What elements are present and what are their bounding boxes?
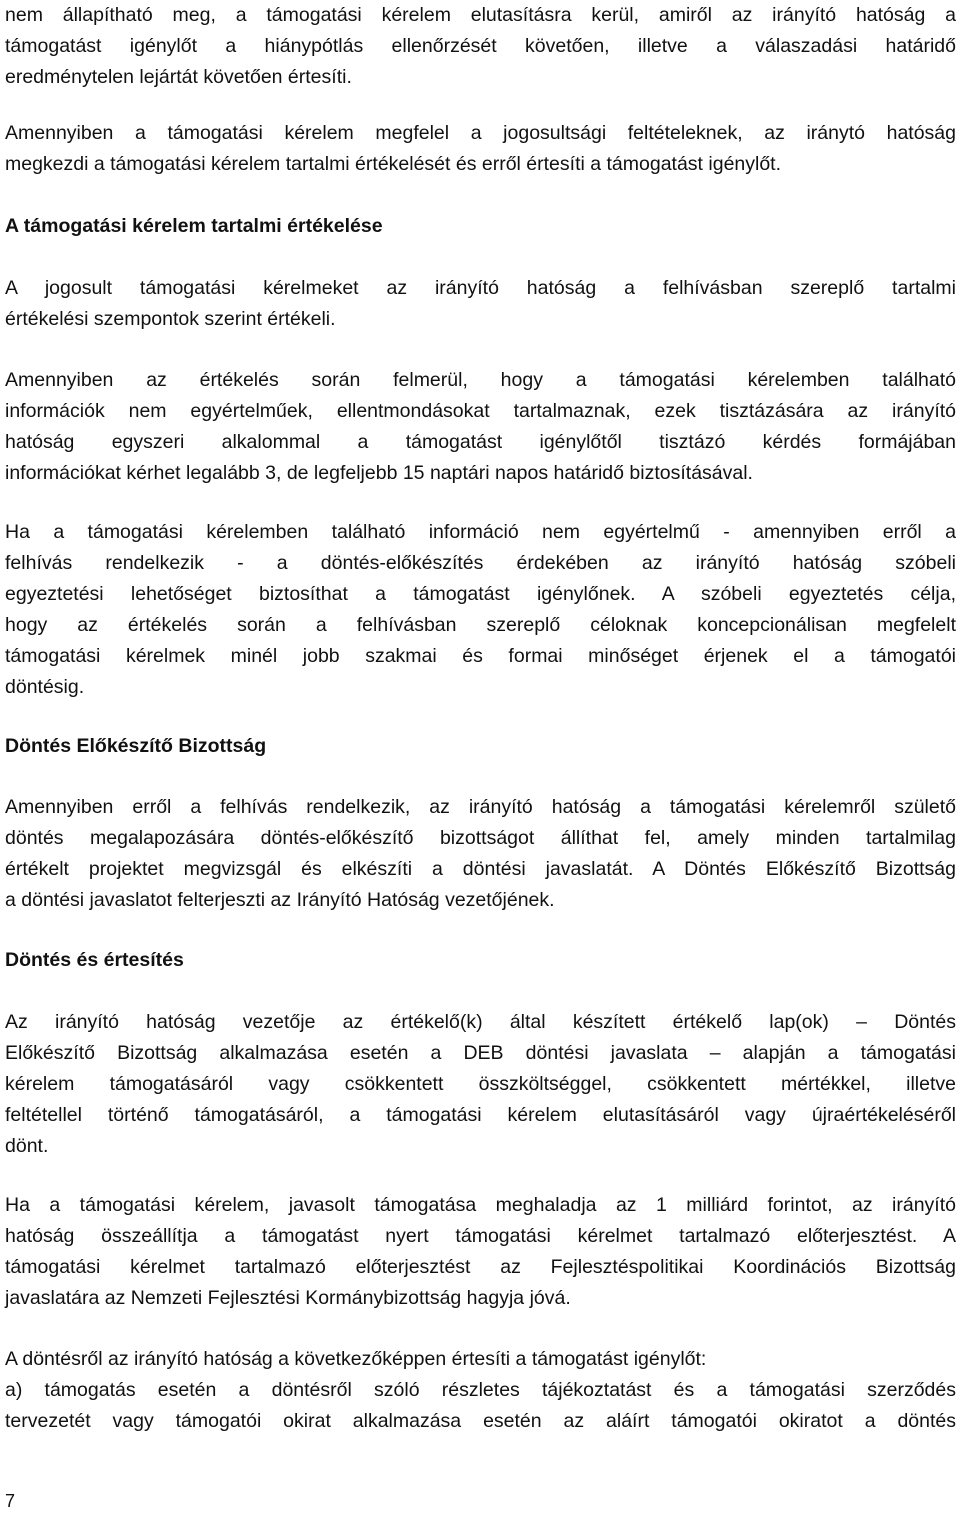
- text-line: Ha a támogatási kérelem, javasolt támogatása meghaladja az 1 milliárd forintot, az irányító: [5, 1194, 956, 1216]
- text-line: nem állapítható meg, a támogatási kérelem elutasításra kerül, amiről az irányító hatóság a: [5, 4, 956, 26]
- text-line: eredménytelen lejártát követően értesíti.: [5, 66, 352, 88]
- text-line: feltétellel történő támogatásáról, a támogatási kérelem elutasításáról vagy újraértékeléséről: [5, 1104, 956, 1126]
- text-line: A jogosult támogatási kérelmeket az irányító hatóság a felhívásban szereplő tartalmi: [5, 277, 956, 299]
- paragraph: [5, 1007, 956, 1162]
- text-line: egyeztetési lehetőséget biztosíthat a támogatást igénylőnek. A szóbeli egyeztetés célja,: [5, 583, 956, 605]
- text-line: tervezetét vagy támogatói okirat alkalmazása esetén az aláírt támogatói okiratot a döntés: [5, 1410, 956, 1432]
- paragraph: [5, 273, 956, 335]
- paragraph: [5, 365, 956, 489]
- text-line: Amennyiben az értékelés során felmerül, hogy a támogatási kérelemben található: [5, 369, 956, 391]
- text-line: hatóság egyszeri alkalommal a támogatást igénylőtől tisztázó kérdés formájában: [5, 431, 956, 453]
- paragraph: [5, 792, 956, 916]
- section-heading: Döntés és értesítés: [5, 949, 184, 971]
- text-line: támogatási kérelmek minél jobb szakmai és formai minőséget érjenek el a támogatói: [5, 645, 956, 667]
- text-line: értékelt projektet megvizsgál és elkészíti a döntési javaslatát. A Döntés Előkészítő Bizottság: [5, 858, 956, 880]
- text-line: a) támogatás esetén a döntésről szóló részletes tájékoztatást és a támogatási szerződés: [5, 1379, 956, 1401]
- text-line: Az irányító hatóság vezetője az értékelő(k) által készített értékelő lap(ok) – Döntés: [5, 1011, 956, 1033]
- text-line: Előkészítő Bizottság alkalmazása esetén a DEB döntési javaslata – alapján a támogatási: [5, 1042, 956, 1064]
- text-line: döntés megalapozására döntés-előkészítő bizottságot állíthat fel, amely minden tartalmilag: [5, 827, 956, 849]
- section-heading: A támogatási kérelem tartalmi értékelése: [5, 215, 383, 237]
- text-line: A döntésről az irányító hatóság a következőképpen értesíti a támogatást igénylőt:: [5, 1348, 707, 1370]
- text-line: megkezdi a támogatási kérelem tartalmi értékelését és erről értesíti a támogatást igénylőt.: [5, 153, 782, 175]
- text-line: támogatást igénylőt a hiánypótlás ellenőrzését követően, illetve a válaszadási határidő: [5, 35, 956, 57]
- text-line: felhívás rendelkezik - a döntés-előkészítés érdekében az irányító hatóság szóbeli: [5, 552, 956, 574]
- text-line: Amennyiben a támogatási kérelem megfelel a jogosultsági feltételeknek, az iránytó hatóság: [5, 122, 956, 144]
- paragraph: [5, 1190, 956, 1314]
- paragraph: [5, 118, 956, 180]
- paragraph: [5, 1344, 956, 1375]
- text-line: információkat kérhet legalább 3, de legfeljebb 15 naptári napos határidő biztosításával.: [5, 462, 753, 484]
- text-line: értékelési szempontok szerint értékeli.: [5, 308, 336, 330]
- text-line: kérelem támogatásáról vagy csökkentett összköltséggel, csökkentett mértékkel, illetve: [5, 1073, 956, 1095]
- text-line: Amennyiben erről a felhívás rendelkezik, az irányító hatóság a támogatási kérelemről születő: [5, 796, 956, 818]
- text-line: javaslatára az Nemzeti Fejlesztési Kormánybizottság hagyja jóvá.: [5, 1287, 571, 1309]
- text-line: hatóság összeállítja a támogatást nyert támogatási kérelmet tartalmazó előterjesztést. A: [5, 1225, 956, 1247]
- text-line: Ha a támogatási kérelemben található információ nem egyértelmű - amennyiben erről a: [5, 521, 956, 543]
- text-line: hogy az értékelés során a felhívásban szereplő céloknak koncepcionálisan megfelelt: [5, 614, 956, 636]
- paragraph: [5, 517, 956, 703]
- text-line: támogatási kérelmet tartalmazó előterjesztést az Fejlesztéspolitikai Koordinációs Bizottság: [5, 1256, 956, 1278]
- text-line: dönt.: [5, 1135, 49, 1157]
- text-line: a döntési javaslatot felterjeszti az Irányító Hatóság vezetőjének.: [5, 889, 555, 911]
- section-heading: Döntés Előkészítő Bizottság: [5, 735, 267, 757]
- paragraph: [5, 0, 956, 93]
- text-line: döntésig.: [5, 676, 85, 698]
- list-item: [5, 1375, 956, 1437]
- page-number: 7: [5, 1491, 16, 1511]
- text-line: információk nem egyértelműek, ellentmondásokat tartalmaznak, ezek tisztázására az irányító: [5, 400, 956, 422]
